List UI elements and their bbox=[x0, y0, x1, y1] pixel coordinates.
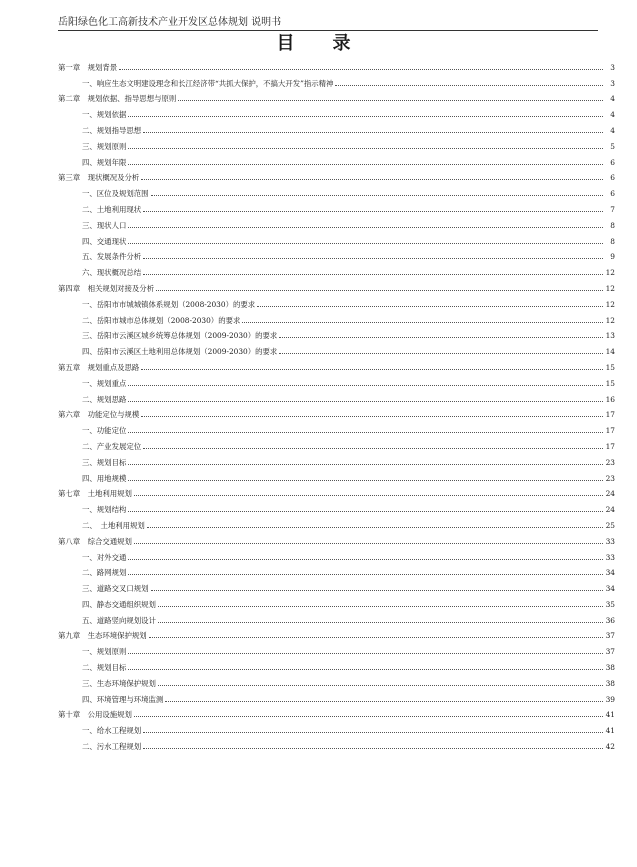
toc-section-entry[interactable] bbox=[58, 609, 615, 625]
toc-entry-label: 二、岳阳市城市总体规划（2008-2030）的要求 bbox=[82, 315, 241, 325]
toc-entry-label: 三、规划目标 bbox=[82, 457, 127, 467]
toc-entry-page-number: 6 bbox=[610, 189, 615, 199]
toc-section-entry[interactable] bbox=[58, 498, 615, 514]
toc-entry-label: 二、规划思路 bbox=[82, 394, 127, 404]
toc-section-entry[interactable] bbox=[58, 135, 615, 151]
toc-entry-label: 五、道路竖向规划设计 bbox=[82, 615, 156, 625]
toc-entry-page-number: 15 bbox=[605, 362, 615, 372]
toc-entry-page-number: 13 bbox=[605, 331, 615, 341]
toc-section-entry[interactable] bbox=[58, 372, 615, 388]
toc-entry-page-number: 17 bbox=[605, 410, 615, 420]
toc-entry-page-number: 34 bbox=[605, 568, 615, 578]
dot-leader bbox=[128, 574, 603, 575]
toc-section-entry[interactable] bbox=[58, 719, 615, 735]
toc-entry-page-number: 17 bbox=[605, 426, 615, 436]
toc-entry-page-number: 24 bbox=[605, 505, 615, 515]
toc-entry-page-number: 16 bbox=[605, 394, 615, 404]
toc-entry-label: 二、污水工程规划 bbox=[82, 742, 142, 752]
toc-entry-page-number: 7 bbox=[610, 204, 615, 214]
toc-entry-page-number: 41 bbox=[605, 726, 615, 736]
dot-leader bbox=[143, 732, 603, 733]
toc-entry-label: 第六章 功能定位与规模 bbox=[58, 410, 140, 420]
toc-section-entry[interactable] bbox=[58, 688, 615, 704]
toc-entry-page-number: 14 bbox=[605, 347, 615, 357]
toc-section-entry[interactable] bbox=[58, 325, 615, 341]
toc-entry-page-number: 3 bbox=[610, 78, 615, 88]
toc-entry-page-number: 5 bbox=[610, 141, 615, 151]
toc-entry-page-number: 23 bbox=[605, 457, 615, 467]
toc-entry-label: 一、功能定位 bbox=[82, 426, 127, 436]
toc-entry-label: 一、给水工程规划 bbox=[82, 726, 142, 736]
dot-leader bbox=[147, 527, 603, 528]
toc-entry-label: 一、规划依据 bbox=[82, 110, 127, 120]
table-of-contents bbox=[58, 56, 615, 751]
toc-entry-label: 四、规划年限 bbox=[82, 157, 127, 167]
toc-section-entry[interactable] bbox=[58, 388, 615, 404]
toc-entry-page-number: 38 bbox=[605, 663, 615, 673]
toc-entry-page-number: 12 bbox=[605, 315, 615, 325]
toc-entry-label: 第八章 综合交通规划 bbox=[58, 536, 132, 546]
toc-section-entry[interactable] bbox=[58, 735, 615, 751]
toc-entry-page-number: 42 bbox=[605, 742, 615, 752]
dot-leader bbox=[178, 100, 603, 101]
dot-leader bbox=[141, 369, 603, 370]
toc-title: 目 录 bbox=[276, 33, 361, 54]
toc-entry-page-number: 35 bbox=[605, 599, 615, 609]
dot-leader bbox=[143, 258, 603, 259]
toc-entry-label: 三、生态环境保护规划 bbox=[82, 678, 156, 688]
toc-chapter-entry[interactable] bbox=[58, 704, 615, 720]
toc-entry-page-number: 9 bbox=[610, 252, 615, 262]
toc-entry-page-number: 8 bbox=[610, 220, 615, 230]
dot-leader bbox=[158, 622, 603, 623]
toc-entry-page-number: 8 bbox=[610, 236, 615, 246]
toc-section-entry[interactable] bbox=[58, 72, 615, 88]
dot-leader bbox=[128, 385, 603, 386]
toc-entry-page-number: 3 bbox=[610, 62, 615, 72]
toc-entry-page-number: 37 bbox=[605, 647, 615, 657]
toc-entry-page-number: 17 bbox=[605, 441, 615, 451]
dot-leader bbox=[279, 353, 603, 354]
toc-entry-label: 二、土地利用现状 bbox=[82, 204, 142, 214]
toc-entry-label: 一、规划结构 bbox=[82, 505, 127, 515]
toc-section-entry[interactable] bbox=[58, 640, 615, 656]
toc-section-entry[interactable] bbox=[58, 246, 615, 262]
dot-leader bbox=[141, 179, 603, 180]
toc-chapter-entry[interactable] bbox=[58, 625, 615, 641]
toc-section-entry[interactable] bbox=[58, 562, 615, 578]
dot-leader bbox=[134, 495, 603, 496]
dot-leader bbox=[128, 653, 603, 654]
toc-entry-page-number: 25 bbox=[605, 520, 615, 530]
dot-leader bbox=[242, 322, 603, 323]
toc-entry-page-number: 12 bbox=[605, 283, 615, 293]
toc-entry-label: 第二章 规划依据、指导思想与原则 bbox=[58, 94, 177, 104]
dot-leader bbox=[128, 511, 603, 512]
toc-chapter-entry[interactable] bbox=[58, 88, 615, 104]
dot-leader bbox=[143, 211, 603, 212]
toc-entry-label: 一、规划重点 bbox=[82, 378, 127, 388]
toc-chapter-entry[interactable] bbox=[58, 530, 615, 546]
toc-section-entry[interactable] bbox=[58, 514, 615, 530]
dot-leader bbox=[128, 164, 603, 165]
toc-section-entry[interactable] bbox=[58, 546, 615, 562]
toc-entry-page-number: 4 bbox=[610, 94, 615, 104]
toc-entry-page-number: 37 bbox=[605, 631, 615, 641]
toc-section-entry[interactable] bbox=[58, 103, 615, 119]
dot-leader bbox=[128, 401, 603, 402]
dot-leader bbox=[141, 416, 603, 417]
toc-entry-page-number: 23 bbox=[605, 473, 615, 483]
toc-entry-page-number: 6 bbox=[610, 157, 615, 167]
toc-entry-label: 六、现状概况总结 bbox=[82, 268, 142, 278]
toc-entry-label: 三、现状人口 bbox=[82, 220, 127, 230]
dot-leader bbox=[151, 195, 603, 196]
toc-chapter-entry[interactable] bbox=[58, 56, 615, 72]
toc-entry-page-number: 24 bbox=[605, 489, 615, 499]
dot-leader bbox=[143, 274, 603, 275]
toc-section-entry[interactable] bbox=[58, 261, 615, 277]
toc-entry-page-number: 15 bbox=[605, 378, 615, 388]
toc-entry-label: 五、发展条件分析 bbox=[82, 252, 142, 262]
toc-entry-page-number: 34 bbox=[605, 584, 615, 594]
dot-leader bbox=[158, 606, 603, 607]
toc-entry-label: 二、产业发展定位 bbox=[82, 441, 142, 451]
toc-entry-label: 三、道路交叉口规划 bbox=[82, 584, 149, 594]
dot-leader bbox=[143, 132, 603, 133]
toc-entry-label: 第四章 相关规划对接及分析 bbox=[58, 283, 155, 293]
dot-leader bbox=[128, 669, 603, 670]
dot-leader bbox=[128, 148, 603, 149]
toc-entry-label: 三、岳阳市云溪区城乡统筹总体规划（2009-2030）的要求 bbox=[82, 331, 278, 341]
toc-section-entry[interactable] bbox=[58, 467, 615, 483]
dot-leader bbox=[257, 306, 603, 307]
toc-entry-label: 一、规划原则 bbox=[82, 647, 127, 657]
toc-entry-label: 一、响应生态文明建设理念和长江经济带“共抓大保护，不搞大开发”指示精神 bbox=[82, 78, 334, 88]
dot-leader bbox=[134, 716, 603, 717]
dot-leader bbox=[149, 637, 603, 638]
toc-entry-page-number: 33 bbox=[605, 536, 615, 546]
dot-leader bbox=[143, 748, 603, 749]
toc-entry-label: 第九章 生态环境保护规划 bbox=[58, 631, 147, 641]
dot-leader bbox=[128, 464, 603, 465]
toc-entry-page-number: 12 bbox=[605, 268, 615, 278]
dot-leader bbox=[151, 590, 603, 591]
toc-entry-page-number: 4 bbox=[610, 110, 615, 120]
dot-leader bbox=[128, 227, 603, 228]
toc-entry-page-number: 39 bbox=[605, 694, 615, 704]
dot-leader bbox=[128, 480, 603, 481]
toc-entry-label: 二、规划目标 bbox=[82, 663, 127, 673]
toc-entry-label: 四、环境管理与环境监测 bbox=[82, 694, 164, 704]
toc-entry-label: 二、规划指导思想 bbox=[82, 125, 142, 135]
toc-section-entry[interactable] bbox=[58, 435, 615, 451]
toc-entry-label: 四、岳阳市云溪区土地利用总体规划（2009-2030）的要求 bbox=[82, 347, 278, 357]
dot-leader bbox=[335, 85, 603, 86]
toc-section-entry[interactable] bbox=[58, 419, 615, 435]
dot-leader bbox=[156, 290, 603, 291]
toc-entry-label: 一、对外交通 bbox=[82, 552, 127, 562]
dot-leader bbox=[143, 448, 603, 449]
toc-section-entry[interactable] bbox=[58, 656, 615, 672]
toc-section-entry[interactable] bbox=[58, 214, 615, 230]
toc-entry-label: 四、用地规模 bbox=[82, 473, 127, 483]
toc-section-entry[interactable] bbox=[58, 293, 615, 309]
toc-section-entry[interactable] bbox=[58, 119, 615, 135]
toc-chapter-entry[interactable] bbox=[58, 356, 615, 372]
dot-leader bbox=[165, 701, 603, 702]
toc-entry-page-number: 33 bbox=[605, 552, 615, 562]
toc-entry-label: 三、规划原则 bbox=[82, 141, 127, 151]
toc-entry-page-number: 6 bbox=[610, 173, 615, 183]
toc-section-entry[interactable] bbox=[58, 577, 615, 593]
toc-section-entry[interactable] bbox=[58, 198, 615, 214]
dot-leader bbox=[158, 685, 603, 686]
dot-leader bbox=[119, 69, 603, 70]
toc-section-entry[interactable] bbox=[58, 151, 615, 167]
toc-section-entry[interactable] bbox=[58, 230, 615, 246]
toc-entry-label: 二、 土地利用规划 bbox=[82, 520, 145, 530]
toc-chapter-entry[interactable] bbox=[58, 167, 615, 183]
document-header: 岳阳绿色化工高新技术产业开发区总体规划 说明书 bbox=[58, 17, 598, 31]
toc-entry-page-number: 38 bbox=[605, 678, 615, 688]
toc-chapter-entry[interactable] bbox=[58, 277, 615, 293]
dot-leader bbox=[279, 337, 603, 338]
toc-entry-label: 第十章 公用设施规划 bbox=[58, 710, 132, 720]
dot-leader bbox=[134, 543, 603, 544]
toc-section-entry[interactable] bbox=[58, 593, 615, 609]
toc-chapter-entry[interactable] bbox=[58, 483, 615, 499]
toc-entry-page-number: 41 bbox=[605, 710, 615, 720]
toc-section-entry[interactable] bbox=[58, 182, 615, 198]
dot-leader bbox=[128, 559, 603, 560]
toc-entry-page-number: 12 bbox=[605, 299, 615, 309]
toc-section-entry[interactable] bbox=[58, 451, 615, 467]
toc-entry-label: 第七章 土地利用规划 bbox=[58, 489, 132, 499]
toc-entry-page-number: 36 bbox=[605, 615, 615, 625]
toc-entry-label: 第五章 规划重点及思路 bbox=[58, 362, 140, 372]
toc-entry-label: 一、岳阳市市城城镇体系规划（2008-2030）的要求 bbox=[82, 299, 256, 309]
toc-entry-label: 第一章 规划背景 bbox=[58, 62, 118, 72]
toc-chapter-entry[interactable] bbox=[58, 404, 615, 420]
dot-leader bbox=[128, 116, 603, 117]
dot-leader bbox=[128, 243, 603, 244]
toc-section-entry[interactable] bbox=[58, 309, 615, 325]
toc-entry-page-number: 4 bbox=[610, 125, 615, 135]
toc-entry-label: 四、交通现状 bbox=[82, 236, 127, 246]
toc-entry-label: 一、区位及规划范围 bbox=[82, 189, 149, 199]
toc-section-entry[interactable] bbox=[58, 340, 615, 356]
toc-entry-label: 第三章 现状概况及分析 bbox=[58, 173, 140, 183]
toc-entry-label: 四、静态交通组织规划 bbox=[82, 599, 156, 609]
toc-section-entry[interactable] bbox=[58, 672, 615, 688]
toc-entry-label: 二、路网规划 bbox=[82, 568, 127, 578]
dot-leader bbox=[128, 432, 603, 433]
